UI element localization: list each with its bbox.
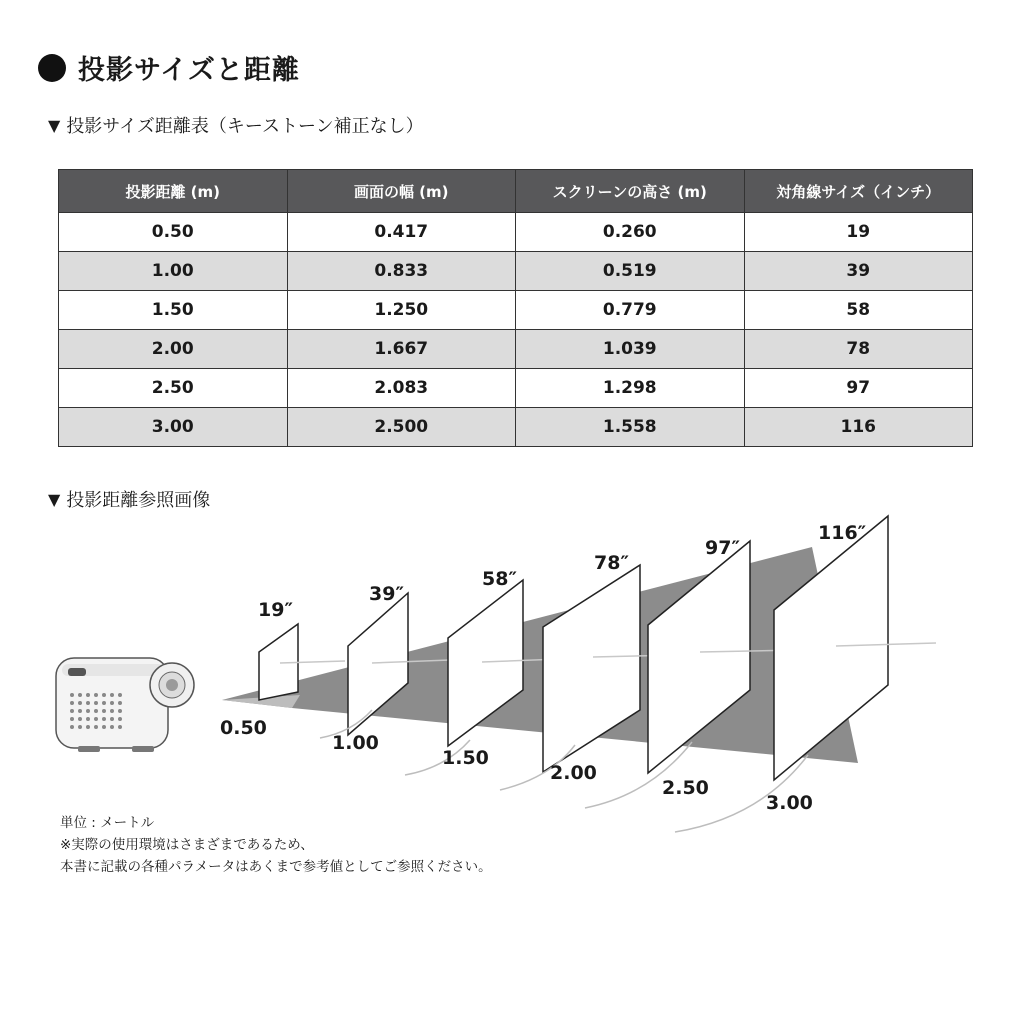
column-header: 投影距離 (m) xyxy=(59,170,288,213)
table-cell: 19 xyxy=(744,213,973,252)
column-header: 画面の幅 (m) xyxy=(287,170,516,213)
footnotes xyxy=(60,812,492,878)
table-cell: 116 xyxy=(744,408,973,447)
size-label: 58″ xyxy=(482,568,517,590)
table-cell: 39 xyxy=(744,252,973,291)
table-cell: 3.00 xyxy=(59,408,288,447)
disclaimer-line-2: 本書に記載の各種パラメータはあくまで参考値としてご参照ください。 xyxy=(60,859,492,875)
distance-label: 2.50 xyxy=(662,777,709,799)
table-cell: 58 xyxy=(744,291,973,330)
distance-label: 3.00 xyxy=(766,792,813,814)
table-cell: 1.298 xyxy=(516,369,745,408)
triangle-down-icon: ▼ xyxy=(48,489,61,509)
unit-note: 単位 : メートル xyxy=(60,815,155,831)
table-cell: 1.50 xyxy=(59,291,288,330)
table-cell: 0.417 xyxy=(287,213,516,252)
distance-label: 1.50 xyxy=(442,747,489,769)
table-section-title: 投影サイズ距離表（キーストーン補正なし） xyxy=(66,116,424,137)
table-cell: 2.50 xyxy=(59,369,288,408)
column-header: 対角線サイズ（インチ） xyxy=(744,170,973,213)
distance-label: 0.50 xyxy=(220,717,267,739)
table-cell: 1.558 xyxy=(516,408,745,447)
triangle-down-icon: ▼ xyxy=(48,115,61,135)
table-cell: 97 xyxy=(744,369,973,408)
diagram-section-title: 投影距離参照画像 xyxy=(66,490,211,511)
table-cell: 0.833 xyxy=(287,252,516,291)
table-cell: 1.667 xyxy=(287,330,516,369)
table-cell: 1.250 xyxy=(287,291,516,330)
distance-label: 2.00 xyxy=(550,762,597,784)
size-label: 116″ xyxy=(818,522,867,544)
column-header: スクリーンの高さ (m) xyxy=(516,170,745,213)
table-cell: 0.519 xyxy=(516,252,745,291)
size-label: 97″ xyxy=(705,537,740,559)
table-cell: 1.039 xyxy=(516,330,745,369)
table-cell: 1.00 xyxy=(59,252,288,291)
projector-icon xyxy=(56,658,194,752)
size-label: 39″ xyxy=(369,583,404,605)
table-cell: 2.083 xyxy=(287,369,516,408)
projection-floor xyxy=(222,547,858,763)
disclaimer-line-1: ※実際の使用環境はさまざまであるため、 xyxy=(60,837,314,853)
table-cell: 0.779 xyxy=(516,291,745,330)
table-cell: 2.00 xyxy=(59,330,288,369)
distance-label: 1.00 xyxy=(332,732,379,754)
table-cell: 78 xyxy=(744,330,973,369)
size-label: 19″ xyxy=(258,599,293,621)
table-cell: 0.260 xyxy=(516,213,745,252)
table-cell: 2.500 xyxy=(287,408,516,447)
page-title-text: 投影サイズと距離 xyxy=(78,55,300,86)
size-label: 78″ xyxy=(594,552,629,574)
table-cell: 0.50 xyxy=(59,213,288,252)
